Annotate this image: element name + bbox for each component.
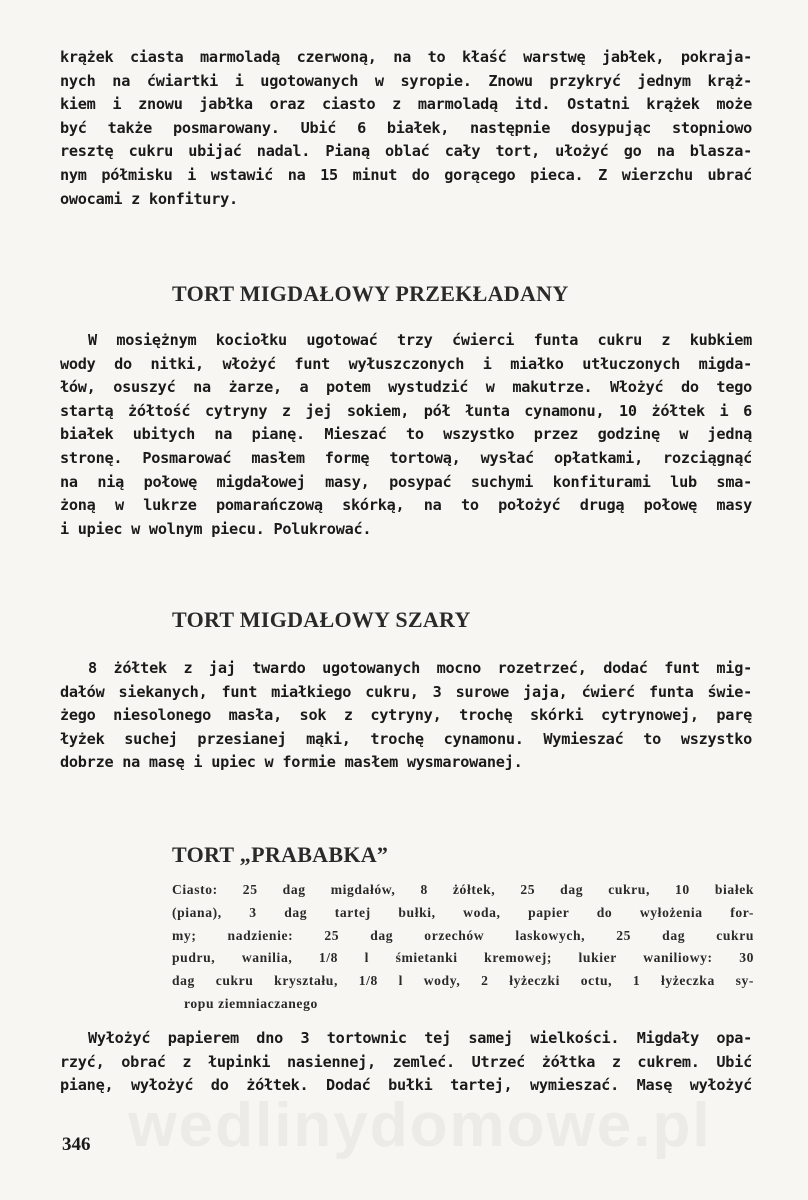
text-line: białek ubitych na pianę. Mieszać to wszystko przez godzinę w jedną — [60, 425, 752, 444]
text-line: nych na ćwiartki i ugotowanych w syropie. Znowu przykryć jednym krąż- — [60, 71, 752, 90]
ingredient-line: dag cukru kryształu, 1/8 l wody, 2 łyżeczki octu, 1 łyżeczka sy- — [172, 973, 754, 989]
text-line: dałów siekanych, funt miałkiego cukru, 3 surowe jaja, ćwierć funta świe- — [60, 682, 752, 701]
text-line: krążek ciasta marmoladą czerwoną, na to kłaść warstwę jabłek, pokraja- — [60, 48, 752, 66]
text-line: nym półmisku i wstawić na 15 minut do gorącego pieca. Z wierzchu ubrać — [60, 165, 752, 184]
text-line: rzyć, obrać z łupinki nasiennej, zemleć. Utrzeć żółtka z cukrem. Ubić — [60, 1052, 752, 1071]
ingredients-list — [172, 879, 754, 1016]
ingredient-line: ropu ziemniaczanego — [184, 995, 318, 1011]
recipe-title: TORT MIGDAŁOWY PRZEKŁADANY — [172, 281, 569, 306]
text-line: resztę cukru ubijać nadal. Pianą oblać cały tort, ułożyć go na blasza- — [60, 142, 752, 161]
text-line: Wyłożyć papierem dno 3 tortownic tej samej wielkości. Migdały opa- — [88, 1029, 752, 1047]
text-line: W mosiężnym kociołku ugotować trzy ćwierci funta cukru z kubkiem — [88, 331, 752, 349]
watermark: wedlinydomowe.pl — [128, 1091, 712, 1160]
text-line: dobrze na masę i upiec w formie masłem wysmarowanej. — [60, 753, 523, 772]
recipe-paragraph — [60, 657, 752, 775]
text-line: i upiec w wolnym piecu. Polukrować. — [60, 519, 372, 538]
text-line: startą żółtość cytryny z jej sokiem, pół łunta cynamonu, 10 żółtek i 6 — [60, 401, 752, 420]
recipe-title: TORT MIGDAŁOWY SZARY — [172, 607, 471, 632]
page-number: 346 — [62, 1134, 91, 1155]
ingredient-line: Ciasto: 25 dag migdałów, 8 żółtek, 25 dag cukru, 10 białek — [172, 882, 754, 897]
text-line: na nią połowę migdałowej masy, posypać suchymi konfiturami lub sma- — [60, 472, 752, 491]
recipe-title: TORT „PRABABKA” — [172, 842, 389, 867]
text-line: 8 żółtek z jaj twardo ugotowanych mocno rozetrzeć, dodać funt mig- — [88, 659, 752, 677]
ingredient-line: (piana), 3 dag tartej bułki, woda, papier do wyłożenia for- — [172, 904, 754, 920]
text-line: być także posmarowany. Ubić 6 białek, następnie dosypując stopniowo — [60, 118, 752, 137]
text-line: żoną w lukrze pomarańczową skórką, na to położyć drugą połowę masy — [60, 496, 752, 515]
text-line: żego niesolonego masła, sok z cytryny, trochę skórki cytrynowej, parę — [60, 706, 752, 725]
text-line: łów, osuszyć na żarze, a potem wystudzić w makutrze. Włożyć do tego — [60, 378, 752, 397]
recipe-paragraph — [60, 1027, 752, 1098]
text-line: stronę. Posmarować masłem formę tortową, wysłać opłatkami, rozciągnąć — [60, 448, 752, 467]
ingredient-line: my; nadzienie: 25 dag orzechów laskowych, 25 dag cukru — [172, 927, 754, 943]
text-line: owocami z konfitury. — [60, 189, 238, 208]
text-line: kiem i znowu jabłka oraz ciasto z marmoladą itd. Ostatni krążek może — [60, 95, 752, 114]
text-line: wody do nitki, włożyć funt wyłuszczonych i miałko utłuczonych migda- — [60, 354, 752, 373]
text-line: łyżek suchej przesianej mąki, trochę cynamonu. Wymieszać to wszystko — [60, 729, 752, 748]
ingredient-line: pudru, wanilia, 1/8 l śmietanki kremowej; lukier waniliowy: 30 — [172, 950, 754, 966]
intro-paragraph — [60, 46, 752, 211]
recipe-paragraph — [60, 329, 752, 541]
text-line: pianę, wyłożyć do żółtek. Dodać bułki tartej, wymieszać. Masę wyłożyć — [60, 1076, 752, 1095]
